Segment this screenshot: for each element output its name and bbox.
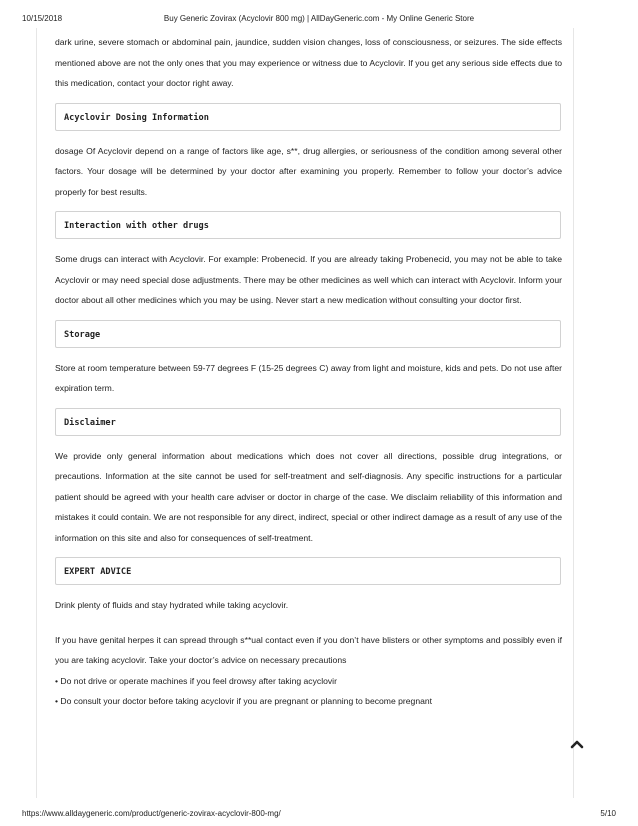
section-heading-storage: Storage xyxy=(55,320,561,348)
main-content xyxy=(55,32,562,712)
intro-paragraph: dark urine, severe stomach or abdominal pain, jaundice, sudden vision changes, loss of consciousness, or seizures. The side effects mentioned above are not the only ones that you may experience or witness due to Acyclovir. If you get any serious side effects due to this medication, contact your doctor right away. xyxy=(55,37,562,88)
scroll-to-top-button[interactable] xyxy=(568,736,586,752)
page-title: Buy Generic Zovirax (Acyclovir 800 mg) | AllDayGeneric.com - My Online Generic Store xyxy=(163,14,475,23)
expert-paragraph-1: Drink plenty of fluids and stay hydrated while taking acyclovir. xyxy=(55,600,289,610)
dosing-paragraph: dosage Of Acyclovir depend on a range of factors like age, s**, drug allergies, or seriousness of the condition among several other factors. Your dosage will be determined by your doctor after examining you properly. Remember to follow your doctor’s advice properly for best results. xyxy=(55,145,562,197)
section-heading-expert-advice: EXPERT ADVICE xyxy=(55,557,561,585)
page-url: https://www.alldaygeneric.com/product/generic-zovirax-acyclovir-800-mg/ xyxy=(22,809,281,818)
page-number: 5/10 xyxy=(600,809,616,818)
expert-paragraph-2: If you have genital herpes it can spread through s**ual contact even if you don’t have blisters or other symptoms and possibly even if you are taking acyclovir. Take your doctor’s advice on necessary precautions xyxy=(55,634,562,665)
chevron-up-icon xyxy=(568,736,586,752)
section-heading-interaction: Interaction with other drugs xyxy=(55,211,561,239)
print-date: 10/15/2018 xyxy=(22,14,63,23)
bullet-item: • Do consult your doctor before taking acyclovir if you are pregnant or planning to become pregnant xyxy=(55,696,433,706)
interaction-paragraph: Some drugs can interact with Acyclovir. For example: Probenecid. If you are already taking Probenecid, you may not be able to take Acyclovir or may need special dose adjustments. There may be other medicines as well which can interact with Acyclovir. Inform your doctor about all other medicines which you may be using. Never start a new medication without consulting your doctor first. xyxy=(55,254,562,305)
bullet-item: • Do not drive or operate machines if you feel drowsy after taking acyclovir xyxy=(55,675,337,686)
print-header xyxy=(0,2,638,23)
disclaimer-paragraph: We provide only general information about medications which does not cover all directions, possible drug integrations, or precautions. Information at the site cannot be used for self-treatment and self-diagnosis. Any specific instructions for a particular patient should be agreed with your health care adviser or doctor in charge of the case. We disclaim reliability of this information and mistakes it could contain. We are not responsible for any direct, indirect, special or other indirect damage as a result of any use of the information on this site and also for consequences of self-treatment. xyxy=(55,450,562,543)
storage-paragraph: Store at room temperature between 59-77 degrees F (15-25 degrees C) away from light and moisture, kids and pets. Do not use after expiration term. xyxy=(55,362,562,393)
section-heading-disclaimer: Disclaimer xyxy=(55,408,561,436)
section-heading-dosing: Acyclovir Dosing Information xyxy=(55,103,561,131)
